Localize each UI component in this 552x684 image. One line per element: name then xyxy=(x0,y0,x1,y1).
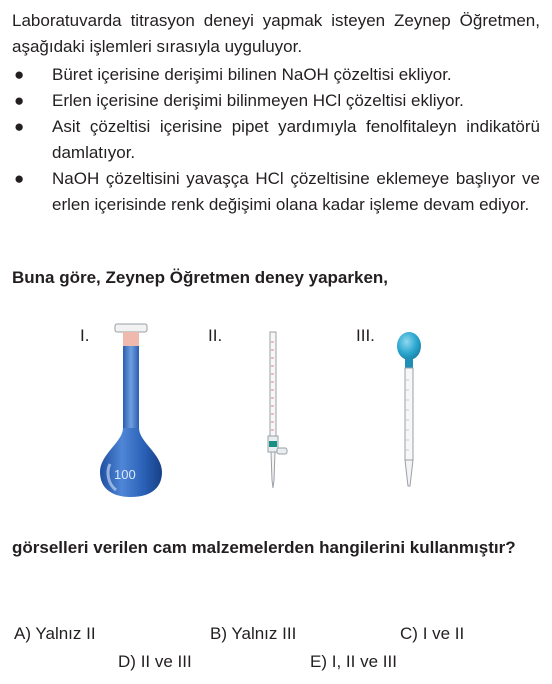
option-letter: D) xyxy=(118,652,136,671)
option-letter: B) xyxy=(210,624,227,643)
step-text: Büret içerisine derişimi bilinen NaOH çözeltisi ekliyor. xyxy=(52,65,452,84)
flask-volume-mark: 100 xyxy=(114,467,136,482)
step-item xyxy=(12,88,540,114)
step-text: Erlen içerisine derişimi bilinmeyen HCl çözeltisi ekliyor. xyxy=(52,91,464,110)
intro-text: Laboratuvarda titrasyon deneyi yapmak isteyen Zeynep Öğretmen, aşağıdaki işlemleri sırasıyla uyguluyor. xyxy=(12,11,540,56)
step-item xyxy=(12,62,540,88)
figure-label-3: III. xyxy=(356,326,375,345)
option-b[interactable] xyxy=(210,624,296,644)
bullet-icon: ● xyxy=(14,65,25,84)
volumetric-flask-icon xyxy=(96,322,166,500)
bullet-icon: ● xyxy=(14,117,25,136)
procedure-steps xyxy=(12,62,540,218)
dropper-pipette-icon xyxy=(392,330,426,490)
option-e[interactable] xyxy=(310,652,397,672)
option-text: Yalnız III xyxy=(231,624,297,643)
question-text: görselleri verilen cam malzemelerden hangilerini kullanmıştır? xyxy=(12,538,516,557)
step-text: Asit çözeltisi içerisine pipet yardımıyla fenolfitaleyn indikatörü damlatıyor. xyxy=(52,117,540,162)
option-text: I, II ve III xyxy=(331,652,397,671)
option-d[interactable] xyxy=(118,652,192,672)
option-text: Yalnız II xyxy=(35,624,96,643)
burette-icon xyxy=(260,330,290,492)
option-letter: E) xyxy=(310,652,327,671)
figure-label-2: II. xyxy=(208,326,223,345)
option-text: I ve II xyxy=(422,624,465,643)
option-c[interactable] xyxy=(400,624,464,644)
option-letter: A) xyxy=(14,624,31,643)
option-text: II ve III xyxy=(140,652,192,671)
option-a[interactable] xyxy=(14,624,96,644)
option-letter: C) xyxy=(400,624,418,643)
step-text: NaOH çözeltisini yavaşça HCl çözeltisine eklemeye başlıyor ve erlen içerisinde renk değişimi olana kadar işleme devam ediyor. xyxy=(52,169,540,214)
step-item xyxy=(12,166,540,218)
step-item xyxy=(12,114,540,166)
bullet-icon: ● xyxy=(14,169,25,188)
bullet-icon: ● xyxy=(14,91,25,110)
lead-sentence: Buna göre, Zeynep Öğretmen deney yaparken, xyxy=(12,268,389,287)
figure-label-1: I. xyxy=(80,326,90,345)
